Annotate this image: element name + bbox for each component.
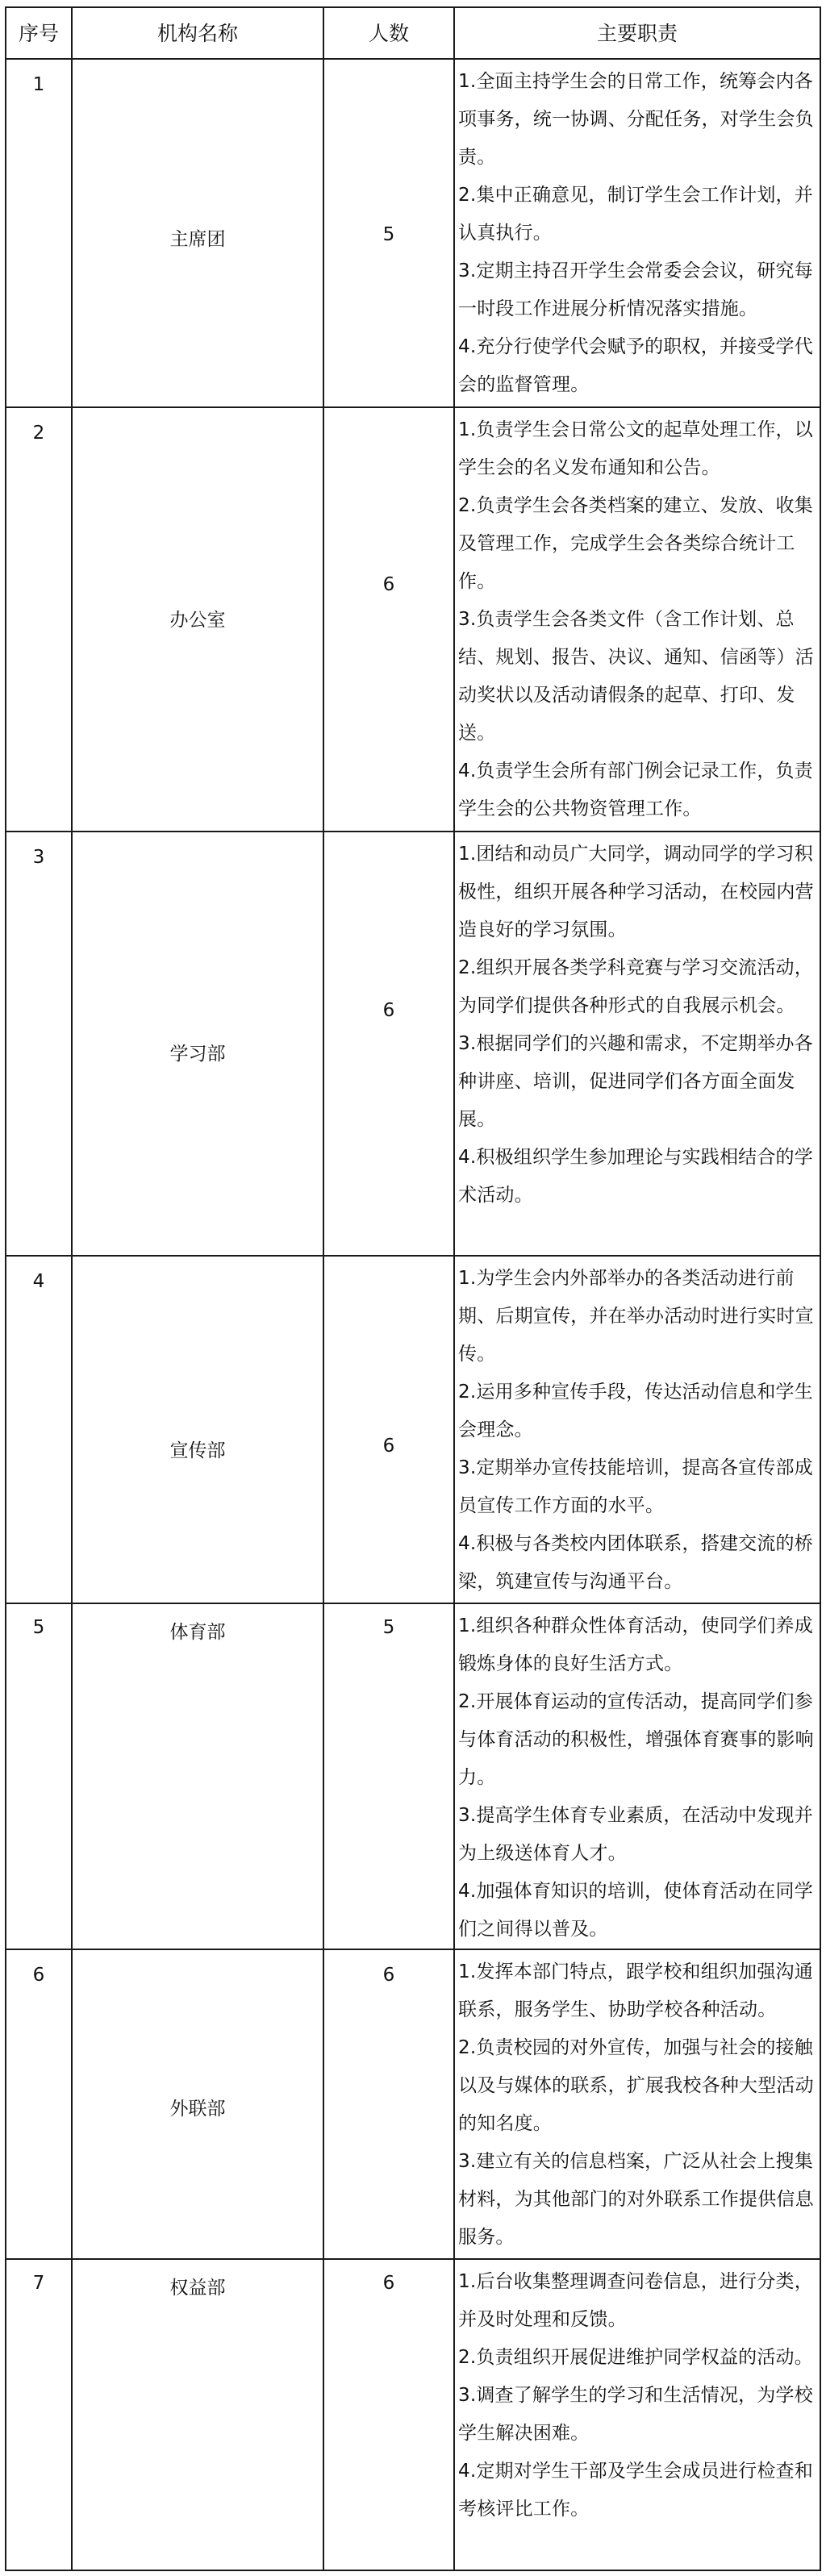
duty-item: 2.负责校园的对外宣传，加强与社会的接触以及与媒体的联系，扩展我校各种大型活动的知名度。	[458, 2037, 814, 2134]
row-6-duties	[458, 1953, 820, 2257]
row-6-count: 6	[382, 1965, 395, 1986]
duty-item: 3.定期主持召开学生会常委会会议，研究每一时段工作进展分析情况落实措施。	[458, 261, 813, 319]
duty-item: 1.发挥本部门特点，跟学校和组织加强沟通联系，服务学生、协助学校各种活动。	[458, 1961, 813, 2020]
duty-item: 3.建立有关的信息档案，广泛从社会上搜集材料，为其他部门的对外联系工作提供信息服务。	[458, 2151, 814, 2248]
row-3-seq: 3	[32, 847, 45, 868]
duty-item: 4.负责学生会所有部门例会记录工作，负责学生会的公共物资管理工作。	[458, 761, 813, 819]
row-4-count: 6	[382, 1436, 395, 1457]
row-3-name: 学习部	[169, 1044, 226, 1065]
duty-item: 3.定期举办宣传技能培训，提高各宣传部成员宣传工作方面的水平。	[458, 1457, 813, 1516]
row-6-name: 外联部	[169, 2099, 226, 2120]
row-2-duties	[458, 411, 820, 828]
duty-item: 4.充分行使学代会赋予的职权，并接受学代会的监督管理。	[458, 336, 813, 395]
duty-item: 1.为学生会内外部举办的各类活动进行前期、后期宣传，并在举办活动时进行实时宣传。	[458, 1268, 814, 1365]
row-divider-4	[5, 1603, 821, 1604]
duty-item: 2.负责学生会各类档案的建立、发放、收集及管理工作，完成学生会各类综合统计工作。	[458, 495, 813, 592]
row-divider-2	[5, 831, 821, 832]
table-border-bottom	[5, 2570, 821, 2571]
duty-item: 4.积极组织学生参加理论与实践相结合的学术活动。	[458, 1147, 813, 1206]
row-divider-1	[5, 406, 821, 408]
row-6-seq: 6	[32, 1965, 45, 1986]
header-count: 人数	[368, 22, 409, 45]
row-divider-3	[5, 1255, 821, 1257]
header-seq: 序号	[18, 22, 59, 45]
row-1-seq: 1	[32, 74, 45, 95]
row-5-duties	[458, 1607, 820, 1949]
duty-item: 2.开展体育运动的宣传活动，提高同学们参与体育活动的积极性，增强体育赛事的影响力。	[458, 1691, 814, 1788]
row-5-name: 体育部	[169, 1622, 226, 1643]
column-divider-name	[323, 6, 324, 2571]
row-1-duties	[458, 63, 820, 404]
duty-item: 1.团结和动员广大同学，调动同学的学习积极性，组织开展各种学习活动，在校园内营造良好的学习氛围。	[458, 844, 814, 940]
row-2-name: 办公室	[169, 610, 226, 631]
header-duties: 主要职责	[596, 22, 678, 45]
row-divider-6	[5, 2258, 821, 2260]
row-7-name: 权益部	[169, 2278, 226, 2299]
row-3-duties	[458, 836, 820, 1215]
duty-item: 1.全面主持学生会的日常工作，统筹会内各项事务，统一协调、分配任务，对学生会负责。	[458, 71, 814, 168]
row-5-count: 5	[382, 1617, 395, 1638]
row-1-name: 主席团	[169, 229, 226, 250]
duty-item: 4.定期对学生干部及学生会成员进行检查和考核评比工作。	[458, 2461, 813, 2520]
duty-item: 2.集中正确意见，制订学生会工作计划，并认真执行。	[458, 185, 813, 244]
duty-item: 1.组织各种群众性体育活动，使同学们养成锻炼身体的良好生活方式。	[458, 1615, 813, 1674]
duty-item: 4.积极与各类校内团体联系，搭建交流的桥梁，筑建宣传与沟通平台。	[458, 1533, 813, 1592]
row-3-count: 6	[382, 1000, 395, 1021]
duty-item: 4.加强体育知识的培训，使体育活动在同学们之间得以普及。	[458, 1881, 813, 1940]
row-4-seq: 4	[32, 1271, 45, 1292]
row-7-duties	[458, 2263, 820, 2528]
row-5-seq: 5	[32, 1617, 45, 1638]
table-border-right	[820, 6, 821, 2571]
row-divider-5	[5, 1949, 821, 1950]
column-divider-count	[453, 6, 455, 2571]
column-divider-seq	[71, 6, 73, 2571]
row-4-name: 宣传部	[169, 1440, 226, 1461]
duty-item: 2.组织开展各类学科竞赛与学习交流活动，为同学们提供各种形式的自我展示机会。	[458, 957, 813, 1016]
row-7-seq: 7	[32, 2273, 45, 2294]
duty-item: 3.根据同学们的兴趣和需求，不定期举办各种讲座、培训，促进同学们各方面全面发展。	[458, 1033, 813, 1130]
row-2-count: 6	[382, 574, 395, 595]
duty-item: 1.负责学生会日常公文的起草处理工作，以学生会的名义发布通知和公告。	[458, 419, 813, 478]
header-name: 机构名称	[156, 22, 238, 45]
duty-item: 3.提高学生体育专业素质，在活动中发现并为上级送体育人才。	[458, 1805, 813, 1864]
duty-item: 3.调查了解学生的学习和生活情况，为学校学生解决困难。	[458, 2385, 813, 2444]
row-7-count: 6	[382, 2273, 395, 2294]
duty-item: 1.后台收集整理调查问卷信息，进行分类，并及时处理和反馈。	[458, 2271, 813, 2330]
row-1-count: 5	[382, 224, 395, 245]
duty-item: 3.负责学生会各类文件（含工作计划、总结、规划、报告、决议、通知、信函等）活动奖状以及活动请假条的起草、打印、发送。	[458, 609, 814, 744]
header-divider	[5, 58, 821, 60]
row-2-seq: 2	[32, 423, 45, 444]
duty-item: 2.负责组织开展促进维护同学权益的活动。	[458, 2347, 813, 2368]
duty-item: 2.运用多种宣传手段，传达活动信息和学生会理念。	[458, 1382, 813, 1440]
row-4-duties	[458, 1260, 820, 1601]
